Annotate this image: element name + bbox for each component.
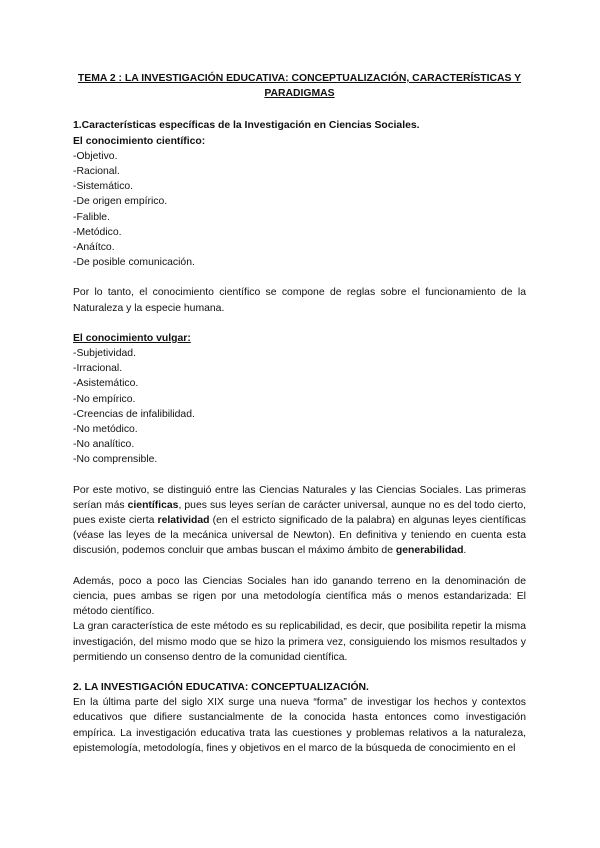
scientific-knowledge-paragraph: Por lo tanto, el conocimiento científico se compone de reglas sobre el funcionamiento de la Naturaleza y la especie humana.: [73, 287, 526, 314]
list-item: -Anáítco.: [73, 242, 115, 254]
list-item: -Metódico.: [73, 226, 122, 238]
list-item: -Creencias de infalibilidad.: [73, 408, 195, 420]
list-item: -Falible.: [73, 211, 110, 223]
bold-term: científicas: [127, 499, 179, 511]
list-item: -Racional.: [73, 166, 120, 178]
list-item: -Irracional.: [73, 363, 123, 375]
section-2-heading: 2. LA INVESTIGACIÓN EDUCATIVA: CONCEPTUALIZACIÓN.: [73, 681, 369, 693]
section-1-heading: 1.Características específicas de la Investigación en Ciencias Sociales.: [73, 120, 420, 132]
list-item: -Subjetividad.: [73, 348, 136, 360]
list-item: -Asistemático.: [73, 378, 139, 390]
list-item: -De origen empírico.: [73, 196, 168, 208]
list-item: -No comprensible.: [73, 454, 158, 466]
vulgar-knowledge-heading: El conocimiento vulgar:: [73, 332, 191, 344]
list-item: -No analítico.: [73, 439, 135, 451]
educational-research-paragraph: En la última parte del siglo XIX surge una nueva “forma” de investigar los hechos y contextos educativos que difiere sustancialmente de la conocida hasta entonces como investigación empírica. La investigación educativa trata las cuestiones y problemas relativos a la naturaleza, epistemología, metodología, fines y objetivos en el marco de la búsqueda de conocimiento en el: [73, 697, 526, 754]
list-item: -Objetivo.: [73, 150, 118, 162]
list-item: -De posible comunicación.: [73, 257, 195, 269]
replicability-paragraph: La gran característica de este método es su replicabilidad, es decir, que posibilita repetir la misma investigación, del mismo modo que se hizo la primera vez, consiguiendo los mismos resultados y permitiendo un consenso dentro de la comunidad científica.: [73, 621, 526, 663]
vulgar-knowledge-list: [73, 346, 526, 468]
list-item: -Sistemático.: [73, 181, 134, 193]
sciences-distinction-paragraph: [73, 483, 526, 559]
paragraph-text: .: [463, 545, 467, 557]
bold-term: relatividad: [157, 515, 210, 527]
scientific-knowledge-list: [73, 149, 526, 271]
scientific-knowledge-heading: El conocimiento científico:: [73, 135, 206, 147]
paragraph-text: (en el estricto significado de la palabra) en algunas leyes científicas (véase las leyes de la mecánica universal de Newton). En definitiva y teniendo en cuenta esta discusión, podemos concluir que ambas buscan el máximo ámbito de: [73, 515, 526, 557]
list-item: -No metódico.: [73, 424, 138, 436]
paragraph-text: Por este motivo, se distinguió entre las Ciencias Naturales y las Ciencias Sociales. Las primeras serían más: [73, 484, 526, 511]
paragraph-text: , pues sus leyes serían de carácter universal, aunque no es del todo cierto, pues existe cierta: [73, 499, 526, 527]
document-body: [73, 71, 526, 756]
list-item: -No empírico.: [73, 393, 136, 405]
scientific-method-paragraph: Además, poco a poco las Ciencias Sociales han ido ganando terreno en la denominación de ciencia, pues ambas se rigen por una metodología científica más o menos estandarizada: El método científico.: [73, 575, 526, 618]
bold-term: generabilidad: [395, 545, 464, 557]
document-title: TEMA 2 : LA INVESTIGACIÓN EDUCATIVA: CONCEPTUALIZACIÓN, CARACTERÍSTICAS Y PARADIGMAS: [77, 73, 522, 100]
